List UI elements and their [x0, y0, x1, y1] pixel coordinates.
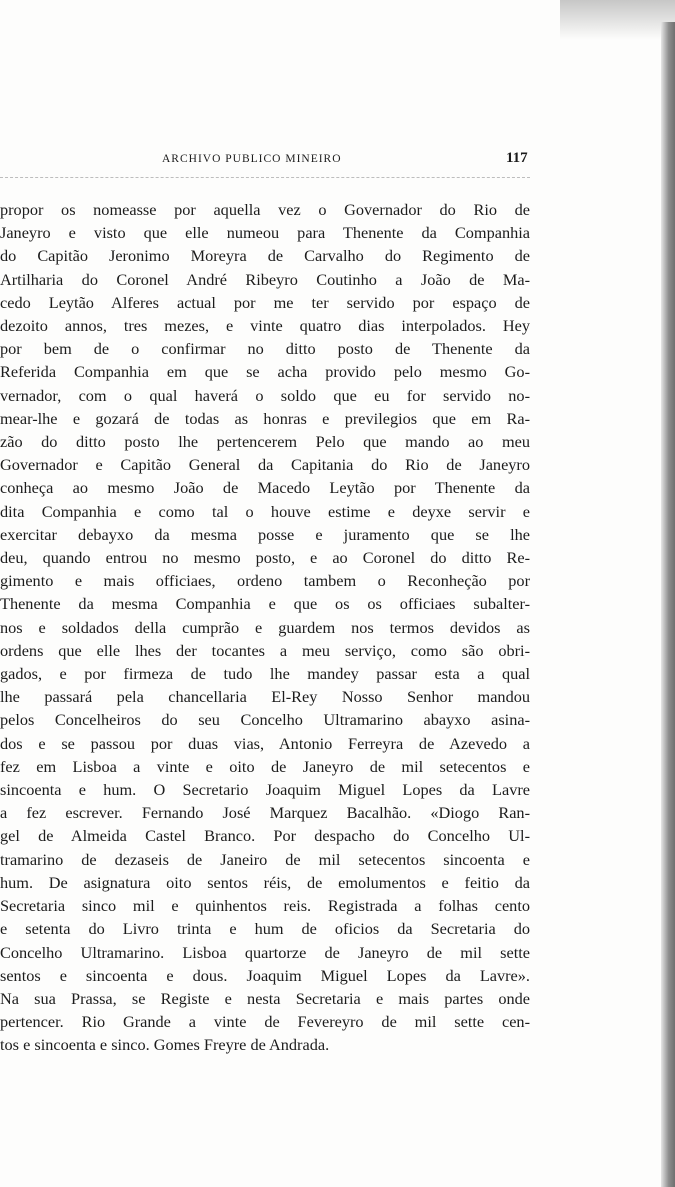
- text-line: pelos Concelheiros do seu Concelho Ultramarino abayxo asina-: [0, 710, 530, 730]
- text-line: Janeyro e visto que elle numeou para Thenente da Companhia: [0, 223, 530, 243]
- text-line: exercitar debayxo da mesma posse e juramento que se lhe: [0, 524, 530, 544]
- book-spine-edge: [661, 22, 675, 1187]
- text-line: propor os nomeasse por aquella vez o Governador do Rio de: [0, 200, 530, 219]
- text-line: zão do ditto posto lhe pertencerem Pelo que mando ao meu: [0, 432, 530, 452]
- text-line: deu, quando entrou no mesmo posto, e ao Coronel do ditto Re-: [0, 548, 530, 568]
- text-line: tos e sincoenta e sinco. Gomes Freyre de Andrada.: [0, 1035, 330, 1055]
- body-text: [0, 198, 530, 1057]
- page-number: 117: [506, 150, 528, 166]
- text-line: hum. De asignatura oito sentos réis, de emolumentos e feitio da: [0, 872, 530, 892]
- text-line: nos e soldados della cumprão e guardem nos termos devidos as: [0, 617, 530, 637]
- text-line: gel de Almeida Castel Branco. Por despacho do Concelho Ul-: [0, 826, 530, 846]
- text-line: gimento e mais officiaes, ordeno tambem o Reconheção por: [0, 571, 530, 591]
- text-line: conheça ao mesmo João de Macedo Leytão por Thenente da: [0, 478, 530, 498]
- running-title: ARCHIVO PUBLICO MINEIRO: [162, 153, 342, 165]
- text-line: a fez escrever. Fernando José Marquez Bacalhão. «Diogo Ran-: [0, 803, 530, 823]
- text-line: vernador, com o qual haverá o soldo que eu for servido no-: [0, 385, 530, 405]
- text-line: Secretaria sinco mil e quinhentos reis. Registrada a folhas cento: [0, 896, 530, 916]
- text-line: tramarino de dezaseis de Janeiro de mil setecentos sincoenta e: [0, 849, 530, 869]
- text-line: por bem de o confirmar no ditto posto de Thenente da: [0, 339, 530, 359]
- text-line: dita Companhia e como tal o houve estime e deyxe servir e: [0, 501, 530, 521]
- text-line: gados, e por firmeza de tudo lhe mandey passar esta a qual: [0, 664, 530, 684]
- text-line: pertencer. Rio Grande a vinte de Fevereyro de mil sette cen-: [0, 1012, 530, 1032]
- text-line: Artilharia do Coronel André Ribeyro Coutinho a João de Ma-: [0, 269, 530, 289]
- text-line: sincoenta e hum. O Secretario Joaquim Miguel Lopes da Lavre: [0, 780, 530, 800]
- text-line: Referida Companhia em que se acha provido pelo mesmo Go-: [0, 362, 530, 382]
- text-line: mear-lhe e gozará de todas as honras e previlegios que em Ra-: [0, 408, 530, 428]
- text-line: sentos e sincoenta e dous. Joaquim Miguel Lopes da Lavre».: [0, 965, 530, 985]
- text-line: Concelho Ultramarino. Lisboa quartorze de Janeyro de mil sette: [0, 942, 530, 962]
- page-header: [0, 150, 545, 174]
- text-line: Na sua Prassa, se Registe e nesta Secretaria e mais partes onde: [0, 988, 530, 1008]
- text-line: fez em Lisboa a vinte e oito de Janeyro de mil setecentos e: [0, 756, 530, 776]
- text-line: lhe passará pela chancellaria El-Rey Nosso Senhor mandou: [0, 687, 530, 707]
- text-line: cedo Leytão Alferes actual por me ter servido por espaço de: [0, 292, 530, 312]
- header-rule: [0, 177, 530, 178]
- text-line: Thenente da mesma Companhia e que os os officiaes subalter-: [0, 594, 530, 614]
- text-line: dos e se passou por duas vias, Antonio Ferreyra de Azevedo a: [0, 733, 530, 753]
- scan-shadow: [560, 0, 675, 40]
- text-line: Governador e Capitão General da Capitania do Rio de Janeyro: [0, 455, 530, 475]
- text-line: e setenta do Livro trinta e hum de oficios da Secretaria do: [0, 919, 530, 939]
- text-line: ordens que elle lhes der tocantes a meu serviço, como são obri-: [0, 640, 530, 660]
- text-line: dezoito annos, tres mezes, e vinte quatro dias interpolados. Hey: [0, 316, 530, 336]
- text-line: do Capitão Jeronimo Moreyra de Carvalho do Regimento de: [0, 246, 530, 266]
